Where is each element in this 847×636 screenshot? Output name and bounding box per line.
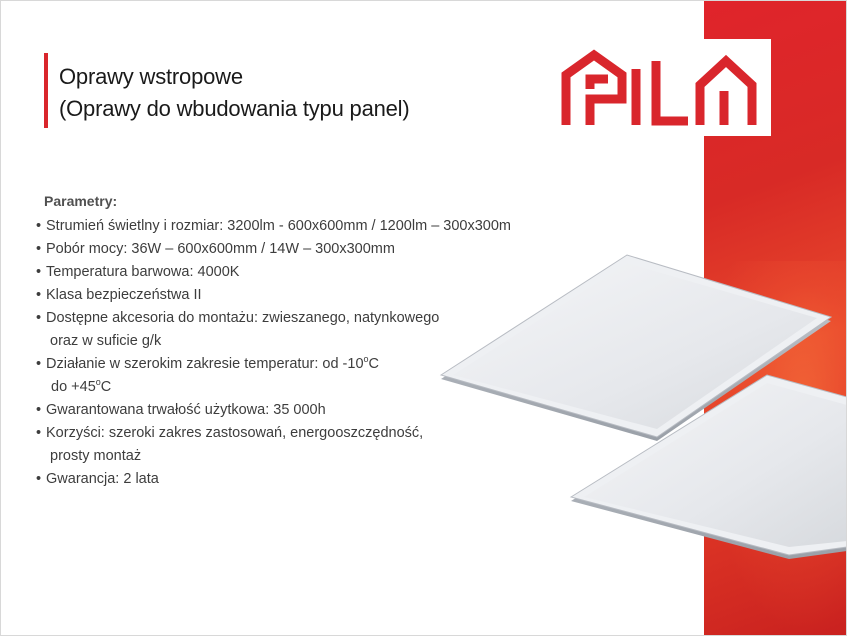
list-item xyxy=(36,238,511,261)
page-title xyxy=(59,61,410,125)
bullet: • xyxy=(36,264,42,280)
parameters-heading: Parametry: xyxy=(44,193,118,209)
param-color-temperature: Temperatura barwowa: 4000K xyxy=(46,264,240,280)
list-item xyxy=(36,353,511,399)
param-temperature-unit: C xyxy=(368,356,380,372)
list-item xyxy=(36,422,511,468)
param-temperature-unit-2: C xyxy=(100,379,112,395)
bullet: • xyxy=(36,287,42,303)
bullet: • xyxy=(36,425,42,441)
bullet: • xyxy=(36,471,42,487)
bullet: • xyxy=(36,402,42,418)
param-warranty: Gwarancja: 2 lata xyxy=(46,471,159,487)
bullet: • xyxy=(36,241,42,257)
degree-superscript: o xyxy=(363,354,369,365)
title-accent-bar xyxy=(44,53,48,128)
param-accessories-cont: oraz w suficie g/k xyxy=(50,333,162,349)
bullet: • xyxy=(36,356,42,372)
param-temperature-range-cont: do +45 xyxy=(51,379,96,395)
title-line-1: Oprawy wstropowe xyxy=(59,64,243,89)
list-item xyxy=(36,215,511,238)
param-power: Pobór mocy: 36W – 600x600mm / 14W – 300x300mm xyxy=(46,241,395,257)
param-temperature-range: Działanie w szerokim zakresie temperatur: od -10 xyxy=(46,356,364,372)
param-accessories: Dostępne akcesoria do montażu: zwieszanego, natynkowego xyxy=(46,310,440,326)
bullet: • xyxy=(36,310,42,326)
list-item xyxy=(36,468,511,491)
list-item xyxy=(36,307,511,353)
list-item xyxy=(36,399,511,422)
degree-superscript: o xyxy=(95,377,101,388)
list-item xyxy=(36,261,511,284)
bullet: • xyxy=(36,218,42,234)
list-item xyxy=(36,284,511,307)
pila-logo-icon xyxy=(560,47,760,129)
title-line-2: (Oprawy do wbudowania typu panel) xyxy=(59,96,410,121)
param-safety-class: Klasa bezpieczeństwa II xyxy=(46,287,202,303)
param-benefits-cont: prosty montaż xyxy=(50,448,142,464)
param-lifetime: Gwarantowana trwałość użytkowa: 35 000h xyxy=(46,402,326,418)
param-benefits: Korzyści: szeroki zakres zastosowań, energooszczędność, xyxy=(46,425,424,441)
param-luminous-flux: Strumień świetlny i rozmiar: 3200lm - 600x600mm / 1200lm – 300x300m xyxy=(46,218,512,234)
logo-box xyxy=(548,39,771,136)
parameters-list xyxy=(36,215,511,491)
